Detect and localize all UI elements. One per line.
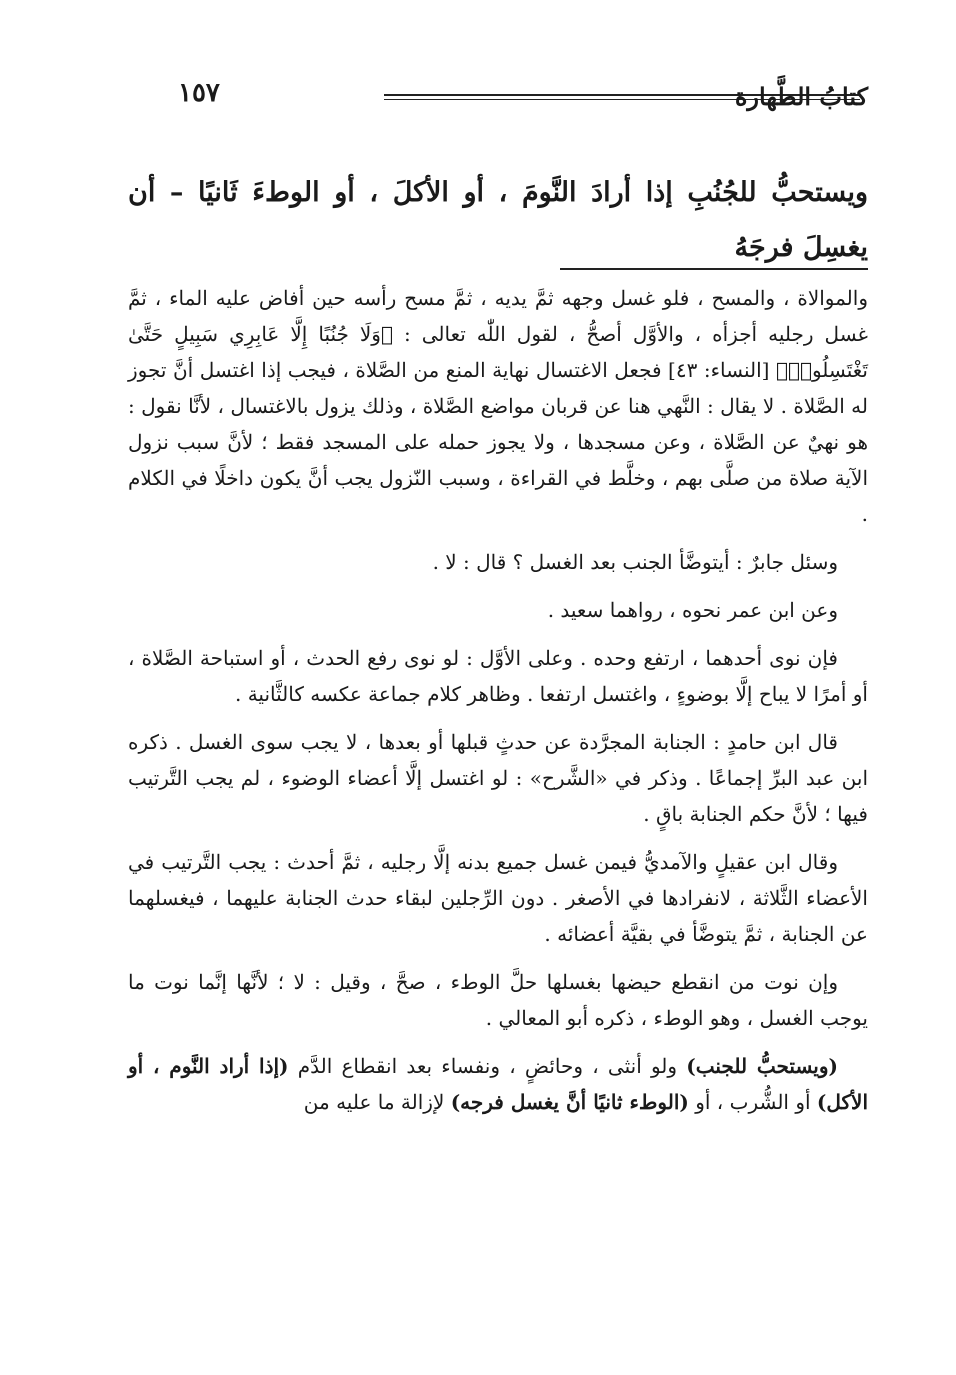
paragraph: فإن نوى أحدهما ، ارتفع وحده . وعلى الأوَّل : لو نوى رفع الحدث ، أو استباحة الصَّلاة ، أو أمرًا لا يباح إلَّا بوضوءٍ ، واغتسل ارتفعا . وظاهر كلام جماعة عكسه كالثَّانية .: [128, 646, 868, 706]
paragraph: قال ابن حامدٍ : الجنابة المجرَّدة عن حدثٍ قبلها أو بعدها ، لا يجب سوى الغسل . ذكره ابن عبد البرِّ إجماعًا . وذكر في «الشَّرح» : لو اغتسل إلَّا أعضاء الوضوء ، لم يجب التَّرتيب فيها ؛ لأنَّ حكم الجنابة باقٍ .: [128, 730, 868, 826]
commentary-text: لإزالة ما عليه من: [303, 1090, 451, 1114]
quoted-matn: (إذا أراد النَّوم ، أو الأكل): [128, 1054, 868, 1114]
paragraph: وإن نوت من انقطع حيضها بغسلها حلَّ الوطء ، صحَّ ، وقيل : لا ؛ لأنَّها إنَّما نوت ما يوجب الغسل ، وهو الوطء ، ذكره أبو المعالي .: [128, 970, 868, 1030]
matn-underline: [560, 268, 868, 270]
quoted-matn: (الوطء ثانيًا أنَّ يغسل فرجه): [450, 1090, 689, 1114]
quoted-matn: (ويستحبُّ للجنب): [686, 1054, 838, 1078]
page-header: [128, 78, 868, 118]
page-number: ١٥٧: [178, 78, 220, 108]
book-title: كتابُ الطَّهارة: [734, 82, 868, 111]
matn-heading: ويستحبُّ للجُنُبِ إذا أرادَ النَّومَ ، أو الأكلَ ، أو الوطءَ ثَانيًا – أن يغسِلَ فرجَهُ: [128, 177, 868, 263]
paragraph-with-quoted-matn: [128, 1048, 868, 1120]
paragraph: وعن ابن عمر نحوه ، رواهما سعيد .: [547, 598, 838, 622]
paragraph: والموالاة ، والمسح ، فلو غسل وجهه ثمَّ يديه ، ثمَّ مسح رأسه حين أفاض عليه الماء ، ثمَّ غسل رجليه أجزأه ، والأوَّل أصحُّ ، لقول اللّٰه تعالى : ﴿وَلَا جُنُبًا إِلَّا عَابِرِي سَبِيلٍ حَتَّىٰ تَغْتَسِلُوا۟﴾ [النساء: ٤٣] فجعل الاغتسال نهاية المنع من الصَّلاة ، فيجب إذا اغتسل أنَّ تجوز له الصَّلاة . لا يقال : النَّهي هنا عن قربان مواضع الصَّلاة ، وذلك يزول بالاغتسال ، لأنَّا نقول : هو نهيٌ عن الصَّلاة ، وعن مسجدها ، ولا يجوز حمله على المسجد فقط ؛ لأنَّ سبب نزول الآية صلاة من صلَّى بهم ، وخلَّط في القراءة ، وسبب النّزول يجب أنَّ يكون داخلًا في الكلام .: [128, 286, 868, 526]
paragraph: وسئل جابرٌ : أيتوضَّأ الجنب بعد الغسل ؟ قال : لا .: [432, 550, 838, 574]
paragraph: وقال ابن عقيلٍ والآمديُّ فيمن غسل جميع بدنه إلَّا رجليه ، ثمَّ أحدث : يجب التَّرتيب في الأعضاء الثَّلاثة ، لانفرادها في الأصغر . دون الرِّجلين لبقاء حدث الجنابة عليهما ، فيغسلهما عن الجنابة ، ثمَّ يتوضَّأ في بقيَّة أعضائه .: [128, 850, 868, 946]
commentary-text: ولو أنثى ، وحائضٍ ، ونفساء بعد انقطاع الدَّم: [288, 1054, 687, 1078]
commentary-text: أو الشُّرب ، أو: [688, 1090, 817, 1114]
commentary-body: [128, 280, 868, 1132]
